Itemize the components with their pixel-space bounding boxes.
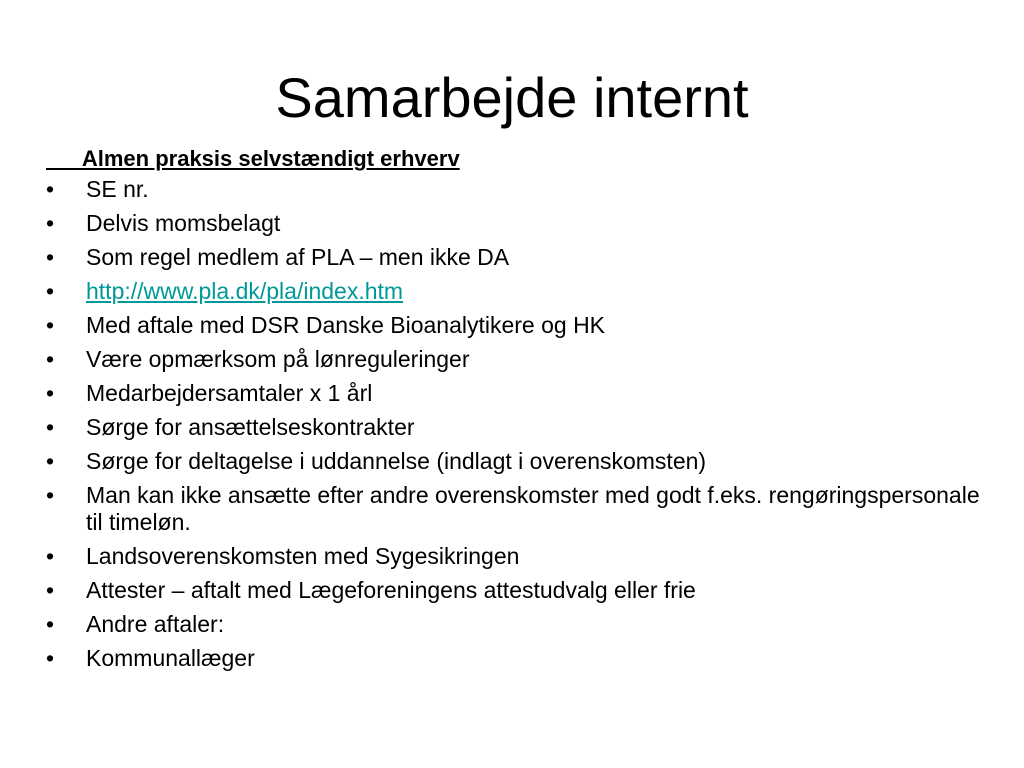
list-item xyxy=(46,244,986,271)
subheading: Almen praksis selvstændigt erhverv xyxy=(46,146,460,171)
list-item-text: Sørge for ansættelseskontrakter xyxy=(86,414,415,440)
bullet-icon: • xyxy=(46,380,55,406)
list-item xyxy=(46,543,986,570)
list-item xyxy=(46,380,986,407)
bullet-icon: • xyxy=(46,543,55,569)
list-item xyxy=(46,645,986,672)
bullet-icon: • xyxy=(46,278,55,304)
bullet-icon: • xyxy=(46,448,55,474)
list-item xyxy=(46,448,986,475)
list-item-text: Andre aftaler: xyxy=(86,611,225,637)
bullet-icon: • xyxy=(46,482,55,508)
list-item xyxy=(46,210,986,237)
list-item-text: Attester – aftalt med Lægeforeningens attestudvalg eller frie xyxy=(86,577,696,603)
list-item xyxy=(46,346,986,373)
bullet-icon: • xyxy=(46,244,55,270)
list-item-text: Være opmærksom på lønreguleringer xyxy=(86,346,470,372)
bullet-icon: • xyxy=(46,577,55,603)
bullet-icon: • xyxy=(46,176,55,202)
list-item-text: Landsoverenskomsten med Sygesikringen xyxy=(86,543,520,569)
bullet-icon: • xyxy=(46,346,55,372)
list-item-text: Som regel medlem af PLA – men ikke DA xyxy=(86,244,510,270)
list-item-text: Delvis momsbelagt xyxy=(86,210,281,236)
slide-body xyxy=(46,144,986,679)
list-item xyxy=(46,278,986,305)
list-item xyxy=(46,611,986,638)
list-item xyxy=(46,577,986,604)
list-item xyxy=(46,482,986,536)
pla-link[interactable]: http://www.pla.dk/pla/index.htm xyxy=(86,278,404,304)
bullet-list xyxy=(46,176,986,672)
slide-title: Samarbejde internt xyxy=(275,66,749,129)
list-item-text: Sørge for deltagelse i uddannelse (indlagt i overenskomsten) xyxy=(86,448,707,474)
bullet-icon: • xyxy=(46,312,55,338)
bullet-icon: • xyxy=(46,645,55,671)
list-item-text: Kommunallæger xyxy=(86,645,255,671)
list-item-text: Man kan ikke ansætte efter andre overenskomster med godt f.eks. rengøringspersonale til timeløn. xyxy=(86,482,980,535)
list-item-text: SE nr. xyxy=(86,176,149,202)
bullet-icon: • xyxy=(46,611,55,637)
bullet-icon: • xyxy=(46,414,55,440)
list-item xyxy=(46,176,986,203)
list-item-text: Med aftale med DSR Danske Bioanalytikere og HK xyxy=(86,312,606,338)
list-item-text: Medarbejdersamtaler x 1 årl xyxy=(86,380,373,406)
list-item xyxy=(46,414,986,441)
bullet-icon: • xyxy=(46,210,55,236)
list-item xyxy=(46,312,986,339)
